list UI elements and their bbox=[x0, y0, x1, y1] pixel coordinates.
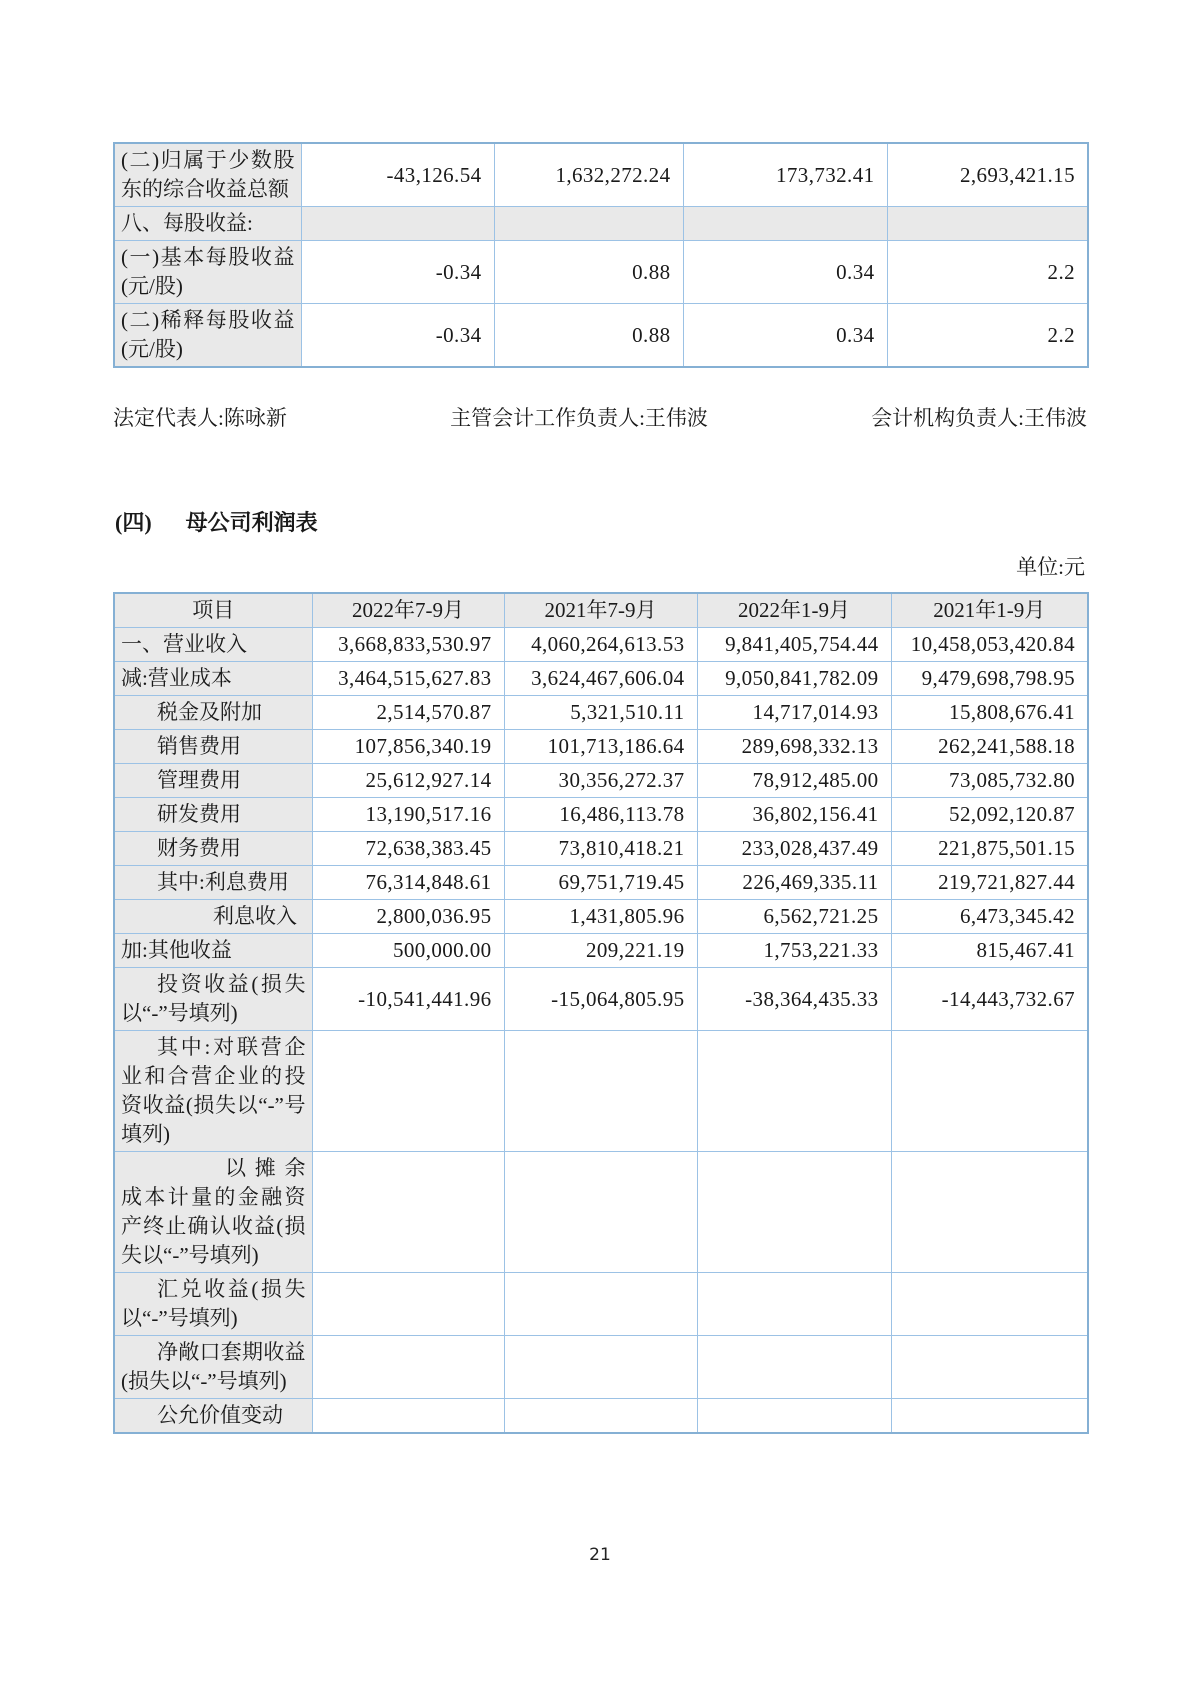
row-label: 研发费用 bbox=[114, 798, 312, 832]
cell-value: 500,000.00 bbox=[312, 934, 504, 968]
cell-value: 25,612,927.14 bbox=[312, 764, 504, 798]
cell-value: -43,126.54 bbox=[301, 143, 494, 207]
row-label: 八、每股收益: bbox=[114, 207, 301, 241]
cell-value: 14,717,014.93 bbox=[697, 696, 891, 730]
cell-value: 221,875,501.15 bbox=[891, 832, 1088, 866]
cell-value: -10,541,441.96 bbox=[312, 968, 504, 1031]
cell-value: 815,467.41 bbox=[891, 934, 1088, 968]
cell-value: 0.88 bbox=[494, 241, 683, 304]
cell-value bbox=[504, 1399, 697, 1434]
cell-value: 107,856,340.19 bbox=[312, 730, 504, 764]
cell-value bbox=[312, 1152, 504, 1273]
section-heading-title: 母公司利润表 bbox=[185, 510, 318, 535]
table-row bbox=[114, 662, 1088, 696]
cell-value bbox=[697, 1336, 891, 1399]
cell-value bbox=[891, 1152, 1088, 1273]
cell-value: 101,713,186.64 bbox=[504, 730, 697, 764]
parent-company-income-statement-table bbox=[113, 592, 1089, 1434]
column-header: 2021年1-9月 bbox=[891, 593, 1088, 628]
cell-value: 2.2 bbox=[887, 304, 1088, 368]
cell-value bbox=[891, 1336, 1088, 1399]
table-row bbox=[114, 798, 1088, 832]
table-row bbox=[114, 1336, 1088, 1399]
signature-line bbox=[113, 403, 1087, 433]
cell-value: 2,514,570.87 bbox=[312, 696, 504, 730]
cell-value: 5,321,510.11 bbox=[504, 696, 697, 730]
cell-value: -38,364,435.33 bbox=[697, 968, 891, 1031]
table-row bbox=[114, 1152, 1088, 1273]
cell-value bbox=[891, 1399, 1088, 1434]
cell-value: 15,808,676.41 bbox=[891, 696, 1088, 730]
row-label: 销售费用 bbox=[114, 730, 312, 764]
cell-value bbox=[891, 1031, 1088, 1152]
cell-value bbox=[697, 1031, 891, 1152]
cell-value: 73,085,732.80 bbox=[891, 764, 1088, 798]
row-label: 其中:对联营企业和合营企业的投资收益(损失以“-”号填列) bbox=[114, 1031, 312, 1152]
cell-value: 10,458,053,420.84 bbox=[891, 628, 1088, 662]
column-header: 2022年1-9月 bbox=[697, 593, 891, 628]
cell-value: 73,810,418.21 bbox=[504, 832, 697, 866]
cell-value bbox=[312, 1399, 504, 1434]
table-row bbox=[114, 832, 1088, 866]
table-row bbox=[114, 866, 1088, 900]
cell-value bbox=[697, 1399, 891, 1434]
row-label: 一、营业收入 bbox=[114, 628, 312, 662]
cell-value: 36,802,156.41 bbox=[697, 798, 891, 832]
table-row bbox=[114, 696, 1088, 730]
table-row bbox=[114, 730, 1088, 764]
cell-value: 3,668,833,530.97 bbox=[312, 628, 504, 662]
cell-value: 233,028,437.49 bbox=[697, 832, 891, 866]
row-label: (二)归属于少数股东的综合收益总额 bbox=[114, 143, 301, 207]
unit-label: 单位:元 bbox=[1016, 555, 1085, 579]
cell-value: -15,064,805.95 bbox=[504, 968, 697, 1031]
cell-value: 13,190,517.16 bbox=[312, 798, 504, 832]
cell-value bbox=[504, 1273, 697, 1336]
row-label: 公允价值变动 bbox=[114, 1399, 312, 1434]
row-label: 减:营业成本 bbox=[114, 662, 312, 696]
cell-value bbox=[683, 207, 887, 241]
cell-value: 0.34 bbox=[683, 241, 887, 304]
row-label: 管理费用 bbox=[114, 764, 312, 798]
table-row bbox=[114, 304, 1088, 368]
table-header bbox=[114, 593, 1088, 628]
table-row bbox=[114, 900, 1088, 934]
accounting-department-head-text: 会计机构负责人:王伟波 bbox=[871, 406, 1087, 430]
table-row bbox=[114, 1031, 1088, 1152]
cell-value: 289,698,332.13 bbox=[697, 730, 891, 764]
row-label: 财务费用 bbox=[114, 832, 312, 866]
cell-value: 2.2 bbox=[887, 241, 1088, 304]
cell-value: 69,751,719.45 bbox=[504, 866, 697, 900]
cell-value: 72,638,383.45 bbox=[312, 832, 504, 866]
legal-representative-text: 法定代表人:陈咏新 bbox=[113, 406, 287, 430]
chief-accounting-officer-text: 主管会计工作负责人:王伟波 bbox=[450, 406, 708, 430]
cell-value: 1,632,272.24 bbox=[494, 143, 683, 207]
table-row bbox=[114, 1399, 1088, 1434]
cell-value bbox=[312, 1031, 504, 1152]
table-row bbox=[114, 764, 1088, 798]
cell-value bbox=[697, 1273, 891, 1336]
table-row bbox=[114, 241, 1088, 304]
cell-value: 2,800,036.95 bbox=[312, 900, 504, 934]
table-row bbox=[114, 1273, 1088, 1336]
row-label: 加:其他收益 bbox=[114, 934, 312, 968]
cell-value: -0.34 bbox=[301, 241, 494, 304]
cell-value: 9,050,841,782.09 bbox=[697, 662, 891, 696]
row-label: 税金及附加 bbox=[114, 696, 312, 730]
cell-value: 76,314,848.61 bbox=[312, 866, 504, 900]
cell-value: 16,486,113.78 bbox=[504, 798, 697, 832]
cell-value: 2,693,421.15 bbox=[887, 143, 1088, 207]
table-row bbox=[114, 207, 1088, 241]
cell-value: 1,431,805.96 bbox=[504, 900, 697, 934]
cell-value bbox=[504, 1031, 697, 1152]
cell-value: -0.34 bbox=[301, 304, 494, 368]
cell-value: 0.34 bbox=[683, 304, 887, 368]
section-heading bbox=[115, 508, 318, 538]
page-number: 21 bbox=[589, 1545, 611, 1565]
column-header: 项目 bbox=[114, 593, 312, 628]
cell-value bbox=[312, 1336, 504, 1399]
cell-value: 3,624,467,606.04 bbox=[504, 662, 697, 696]
consolidated-income-table-continued bbox=[113, 142, 1089, 368]
row-label: 利息收入 bbox=[114, 900, 312, 934]
row-label: 其中:利息费用 bbox=[114, 866, 312, 900]
column-header: 2021年7-9月 bbox=[504, 593, 697, 628]
row-label: 以摊余成本计量的金融资产终止确认收益(损失以“-”号填列) bbox=[114, 1152, 312, 1273]
cell-value: 3,464,515,627.83 bbox=[312, 662, 504, 696]
cell-value bbox=[504, 1152, 697, 1273]
cell-value: 173,732.41 bbox=[683, 143, 887, 207]
cell-value: -14,443,732.67 bbox=[891, 968, 1088, 1031]
table-row bbox=[114, 968, 1088, 1031]
row-label: 净敞口套期收益(损失以“-”号填列) bbox=[114, 1336, 312, 1399]
column-header: 2022年7-9月 bbox=[312, 593, 504, 628]
table-row bbox=[114, 143, 1088, 207]
row-label: (二)稀释每股收益(元/股) bbox=[114, 304, 301, 368]
cell-value: 4,060,264,613.53 bbox=[504, 628, 697, 662]
row-label: 投资收益(损失以“-”号填列) bbox=[114, 968, 312, 1031]
cell-value: 6,562,721.25 bbox=[697, 900, 891, 934]
cell-value bbox=[494, 207, 683, 241]
cell-value: 78,912,485.00 bbox=[697, 764, 891, 798]
header-row bbox=[114, 593, 1088, 628]
cell-value bbox=[312, 1273, 504, 1336]
cell-value: 6,473,345.42 bbox=[891, 900, 1088, 934]
cell-value: 209,221.19 bbox=[504, 934, 697, 968]
cell-value bbox=[697, 1152, 891, 1273]
cell-value: 0.88 bbox=[494, 304, 683, 368]
row-label: (一)基本每股收益(元/股) bbox=[114, 241, 301, 304]
cell-value bbox=[887, 207, 1088, 241]
cell-value: 30,356,272.37 bbox=[504, 764, 697, 798]
section-heading-index: (四) bbox=[115, 510, 152, 535]
table-row bbox=[114, 934, 1088, 968]
cell-value: 9,841,405,754.44 bbox=[697, 628, 891, 662]
cell-value: 219,721,827.44 bbox=[891, 866, 1088, 900]
cell-value: 52,092,120.87 bbox=[891, 798, 1088, 832]
cell-value bbox=[504, 1336, 697, 1399]
table-body bbox=[114, 628, 1088, 1434]
table-row bbox=[114, 628, 1088, 662]
cell-value: 9,479,698,798.95 bbox=[891, 662, 1088, 696]
cell-value: 226,469,335.11 bbox=[697, 866, 891, 900]
table-body bbox=[114, 143, 1088, 367]
cell-value: 1,753,221.33 bbox=[697, 934, 891, 968]
cell-value: 262,241,588.18 bbox=[891, 730, 1088, 764]
cell-value bbox=[891, 1273, 1088, 1336]
row-label: 汇兑收益(损失以“-”号填列) bbox=[114, 1273, 312, 1336]
cell-value bbox=[301, 207, 494, 241]
